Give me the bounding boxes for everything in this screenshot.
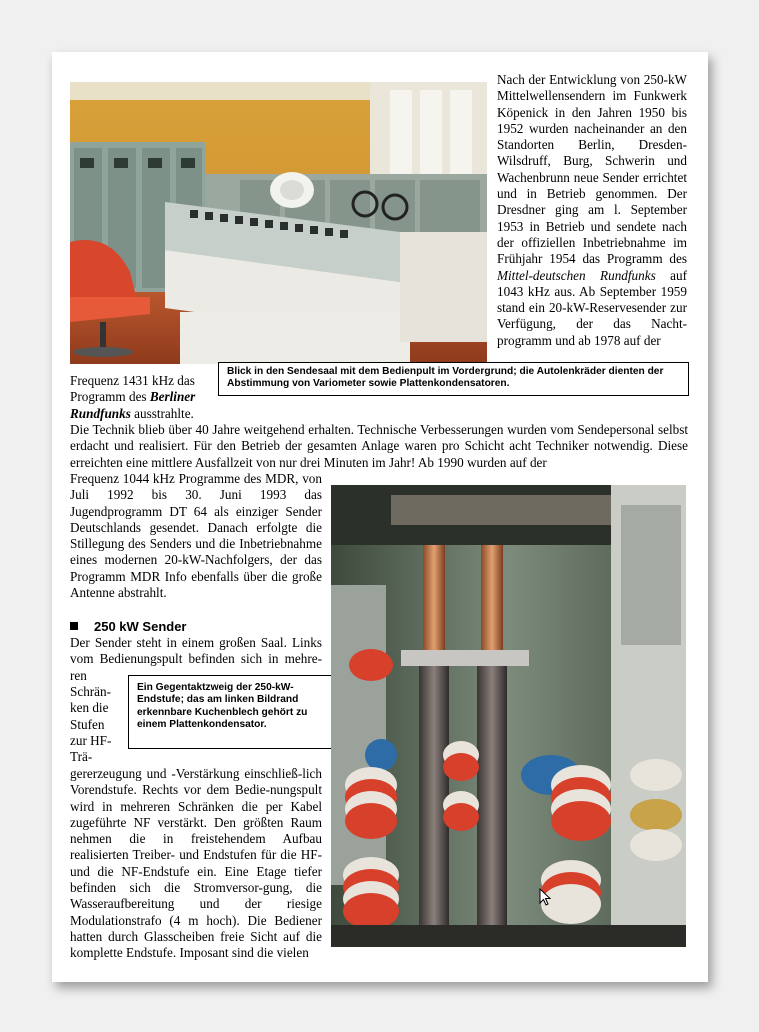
photo-caption-endstufe: Ein Gegentaktzweig der 250-kW-Endstufe; das am linken Bildrand erkennbare Kuchenblech gehört zu einem Plattenkondensator.	[128, 675, 343, 749]
left-column-sender-text-a: Der Sender steht in einem großen Saal. Links vom Bedienungspult befinden sich in mehre-ren	[70, 635, 322, 683]
left-text-after-photo: Frequenz 1431 kHz das Programm des Berliner Rundfunks ausstrahlte.	[70, 373, 196, 421]
full-width-paragraph: Die Technik blieb über 40 Jahre weitgehend erhalten. Technische Verbesserungen wurden vom Sendepersonal selbst erdacht und realisiert. Für den Betrieb der gesamten Anlage waren pro Schicht acht Techniker notwendig. Diese erreichten eine mittlere Ausfallzeit von nur drei Minuten im Jahr! Ab 1990 wurden auf der	[70, 422, 688, 470]
left-column-sender-text-b: Schrän-ken die Stufen zur HF-Trä-	[70, 684, 112, 765]
mdr-name: Mittel-deutschen Rundfunks	[497, 267, 656, 283]
transmitter-stage-photo	[331, 485, 686, 947]
left-column-mdr-text: Frequenz 1044 kHz Programme des MDR, von Juli 1992 bis 30. Juni 1993 das Jugendprogramm DT 64 als einziger Sender Deutschlands gesendet. Danach erfolgte die Stillegung des Senders und die Inbetriebnahme eines modernen 20-kW-Nachfolgers, der das Programm MDR Info ebenfalls über die große Antenne abstrahlt.	[70, 471, 322, 601]
right-column-intro: Nach der Entwicklung von 250-kW Mittelwellensendern im Funkwerk Köpenick in den Jahren 1950 bis 1952 wurden nacheinander an den Standorten Berlin, Dresden-Wilsdruff, Burg, Schwerin und Wachenbrunn neue Sender errichtet und in Betrieb genommen. Der Dresdner ging am l. September 1953 in Betrieb und sendete nach der offiziellen Inbetriebnahme im Frühjahr 1954 das Programm des Mittel-deutschen Rundfunks auf 1043 kHz aus. Ab September 1959 stand ein 20-kW-Reservesender zur Verfügung, der das Nacht-programm und ab 1978 auf der	[497, 72, 688, 348]
photo-caption-control-room: Blick in den Sendesaal mit dem Bedienpult im Vordergrund; die Autolenkräder dienten der Abstimmung von Variometer sowie Plattenkondensatoren.	[218, 362, 689, 396]
section-heading: 250 kW Sender	[70, 619, 187, 634]
bullet-square-icon	[70, 622, 78, 630]
control-room-photo	[70, 82, 487, 364]
mouse-cursor-icon	[539, 888, 551, 906]
document-page	[52, 52, 708, 982]
left-column-sender-text-c: gererzeugung und -Verstärkung einschließ-lich Vorendstufe. Rechts vor dem Bedie-nungspult wird in mehreren Schränken die per Kabel zugeführte NF verstärkt. Den größten Raum nehmen die in freistehendem Aufbau realisierten Treiber- und Endstufen für die HF- und die NF-Endstufe ein. Eine Etage tiefer befinden sich die Stromversor-gung, die Wasseraufbereitung und der riesige Modulationstrafo (4 m hoch). Die Bediener hatten durch Glasscheiben freie Sicht auf die komplette Endstufe. Imposant sind die vielen	[70, 766, 322, 961]
berliner-name: Berliner Rundfunks	[70, 389, 196, 421]
